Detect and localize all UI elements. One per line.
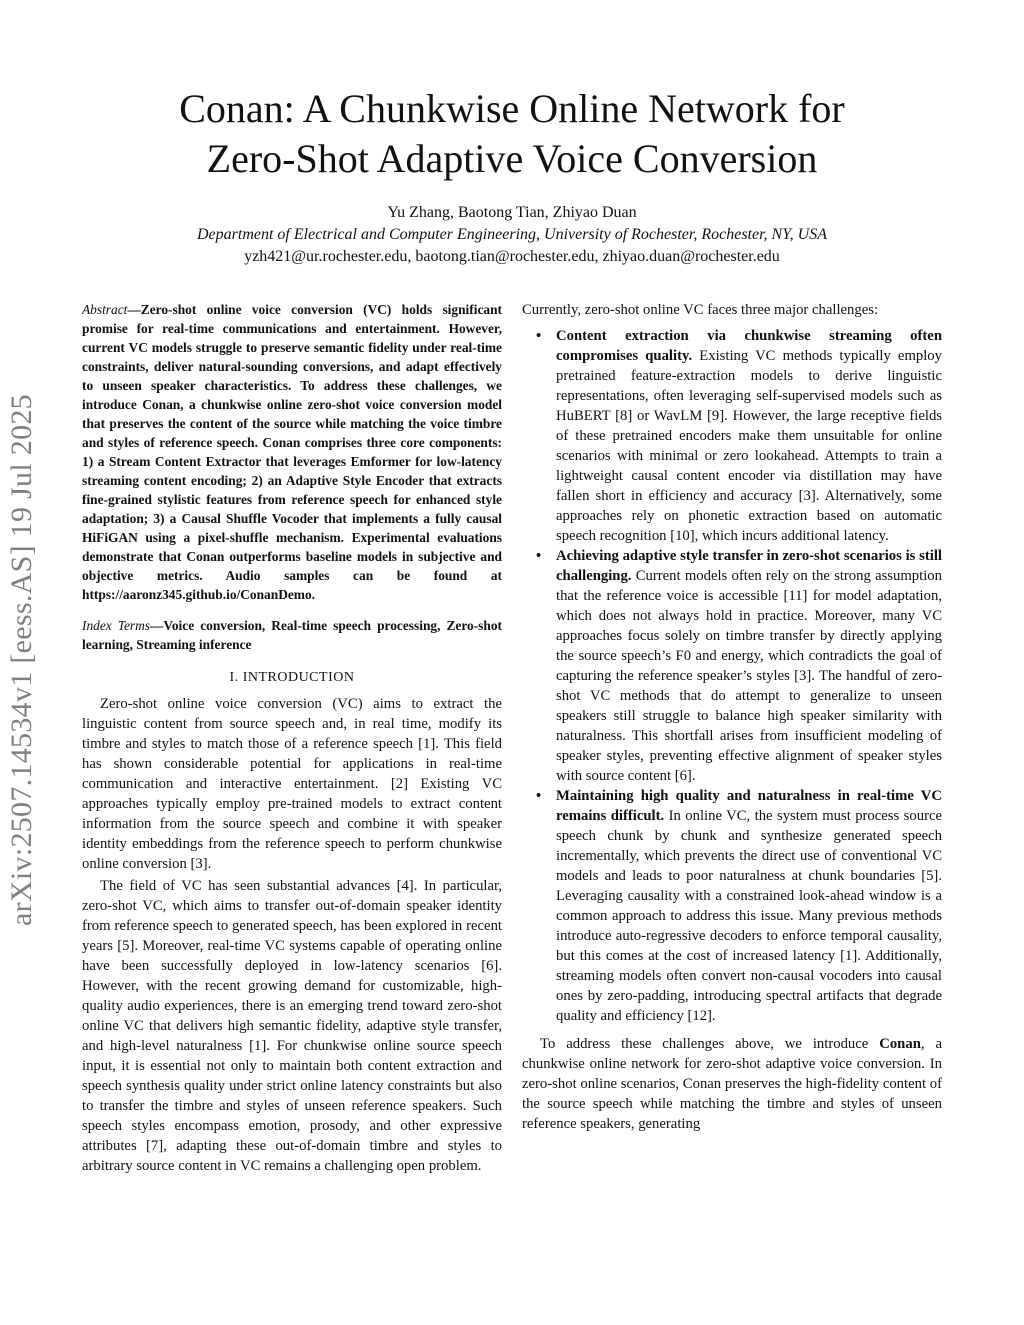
abstract	[82, 300, 502, 604]
bullet-icon: •	[536, 548, 542, 564]
list-item	[522, 546, 942, 786]
author-affiliation: Department of Electrical and Computer Engineering, University of Rochester, Rochester, NY, USA	[197, 226, 827, 243]
bullet-text: Existing VC methods typically employ pretrained feature-extraction models to derive linguistic representations, often leveraging self-supervised models such as HuBERT [8] or WavLM [9]. However, the large receptive fields of these pretrained encoders make them unsuitable for online scenarios with minimal or zero lookahead. Attempts to train a lightweight causal content encoder via distillation may have fallen short in efficiency and accuracy [3]. Alternatively, some approaches rely on phonetic extraction based on automatic speech recognition [10], which incurs additional latency.	[556, 348, 942, 544]
closing-paragraph	[522, 1034, 942, 1134]
paper-title	[0, 84, 1024, 184]
abstract-text: —Zero-shot online voice conversion (VC) holds significant promise for real-time communications and entertainment. However, current VC models struggle to preserve semantic fidelity under real-time constraints, deliver natural-sounding conversions, and adapt effectively to unseen speaker characteristics. To address these challenges, we introduce Conan, a chunkwise online zero-shot voice conversion model that preserves the content of the source while matching the voice timbre and styles of reference speech. Conan comprises three core components: 1) a Stream Content Extractor that leverages Emformer for low-latency streaming content encoding; 2) an Adaptive Style Encoder that extracts fine-grained stylistic features from reference speech for enhanced style adaptation; 3) a Causal Shuffle Vocoder that implements a fully causal HiFiGAN using a pixel-shuffle mechanism. Experimental evaluations demonstrate that Conan outperforms baseline models in subjective and objective metrics. Audio samples can be found at https://aaronz345.github.io/ConanDemo.	[82, 302, 502, 602]
index-terms	[82, 616, 502, 654]
bullet-heading: Maintaining high quality and naturalness in real-time VC remains difficult.	[556, 788, 942, 824]
bullet-icon: •	[536, 788, 542, 804]
right-column	[522, 300, 942, 1134]
author-emails: yzh421@ur.rochester.edu, baotong.tian@rochester.edu, zhiyao.duan@rochester.edu	[244, 248, 780, 265]
index-terms-text: —Voice conversion, Real-time speech processing, Zero-shot learning, Streaming inference	[82, 618, 502, 652]
challenges-list	[522, 326, 942, 1026]
author-block	[0, 202, 1024, 268]
arxiv-identifier: arXiv:2507.14534v1 [eess.AS] 19 Jul 2025	[5, 394, 38, 926]
list-item	[522, 326, 942, 546]
title-line-1: Conan: A Chunkwise Online Network for	[179, 86, 845, 131]
intro-paragraph-2: The field of VC has seen substantial advances [4]. In particular, zero-shot VC, which aims to transfer out-of-domain speaker identity from reference speech to generated speech, has been explored in recent years [5]. Moreover, real-time VC systems capable of operating online have been successfully deployed in low-latency scenarios [6]. However, with the recent growing demand for customizable, high-quality audio experiences, there is an emerging trend toward zero-shot online VC that delivers high semantic fidelity, adaptive style transfer, and high-level naturalness [1]. For chunkwise online source speech input, it is essential not only to maintain both content extraction and speech synthesis quality under strict online latency constraints but also to transfer the timbre and styles of unseen reference speakers. Such speech styles encompass emotion, prosody, and other expressive attributes [7], adapting these out-of-domain timbre and styles to arbitrary source content in VC remains a challenging open problem.	[82, 878, 502, 1174]
section-heading-introduction: I. INTRODUCTION	[229, 670, 355, 685]
bullet-icon: •	[536, 328, 542, 344]
index-terms-lead: Index Terms	[82, 618, 151, 633]
list-item	[522, 786, 942, 1026]
bullet-text: In online VC, the system must process source speech chunk by chunk and synthesize generated speech incrementally, which prevents the direct use of conventional VC models and leads to poor naturalness at chunk boundaries [5]. Leveraging causality with a constrained look-ahead window is a common approach to address this issue. Many previous methods introduce auto-regressive decoders to enforce temporal causality, but this comes at the cost of increased latency [1]. Additionally, streaming models often convert non-causal vocoders into causal ones by zero-padding, introducing spectral artifacts that degrade quality and efficiency [12].	[556, 808, 942, 1024]
closing-prefix: To address these challenges above, we introduce	[540, 1036, 880, 1052]
left-column	[82, 300, 502, 1176]
closing-rest: , a chunkwise online network for zero-shot adaptive voice conversion. In zero-shot online scenarios, Conan preserves the high-fidelity content of the source speech while matching the timbre and styles of unseen reference speakers, generating	[522, 1036, 942, 1132]
challenges-intro: Currently, zero-shot online VC faces three major challenges:	[522, 302, 879, 318]
intro-paragraph-1: Zero-shot online voice conversion (VC) aims to extract the linguistic content from source speech and, in real time, modify its timbre and styles to match those of a reference speech [1]. This field has shown considerable potential for applications in real-time communication and interactive entertainment. [2] Existing VC approaches typically employ pre-trained models to extract content information from the source speech and combine it with speaker identity embeddings from the reference speech to perform chunkwise online conversion [3].	[82, 696, 502, 872]
author-names: Yu Zhang, Baotong Tian, Zhiyao Duan	[387, 204, 637, 221]
bullet-heading: Content extraction via chunkwise streaming often compromises quality.	[556, 328, 942, 364]
title-line-2: Zero-Shot Adaptive Voice Conversion	[206, 136, 818, 181]
abstract-lead: Abstract	[82, 302, 128, 317]
bullet-heading: Achieving adaptive style transfer in zero-shot scenarios is still challenging.	[556, 548, 942, 584]
model-name: Conan	[879, 1036, 921, 1052]
bullet-text: Current models often rely on the strong assumption that the reference voice is accessible [11] for model adaptation, which does not always hold in practice. Moreover, many VC approaches focus solely on timbre transfer by directly applying the source speech’s F0 and energy, which contradicts the goal of capturing the reference speaker’s styles [3]. The handful of zero-shot VC methods that do attempt to generalize to unseen speakers still struggle to balance high speaker similarity with naturalness. This shortfall arises from insufficient modeling of speaker styles, preventing effective alignment of speaker styles with source content [6].	[556, 568, 942, 784]
